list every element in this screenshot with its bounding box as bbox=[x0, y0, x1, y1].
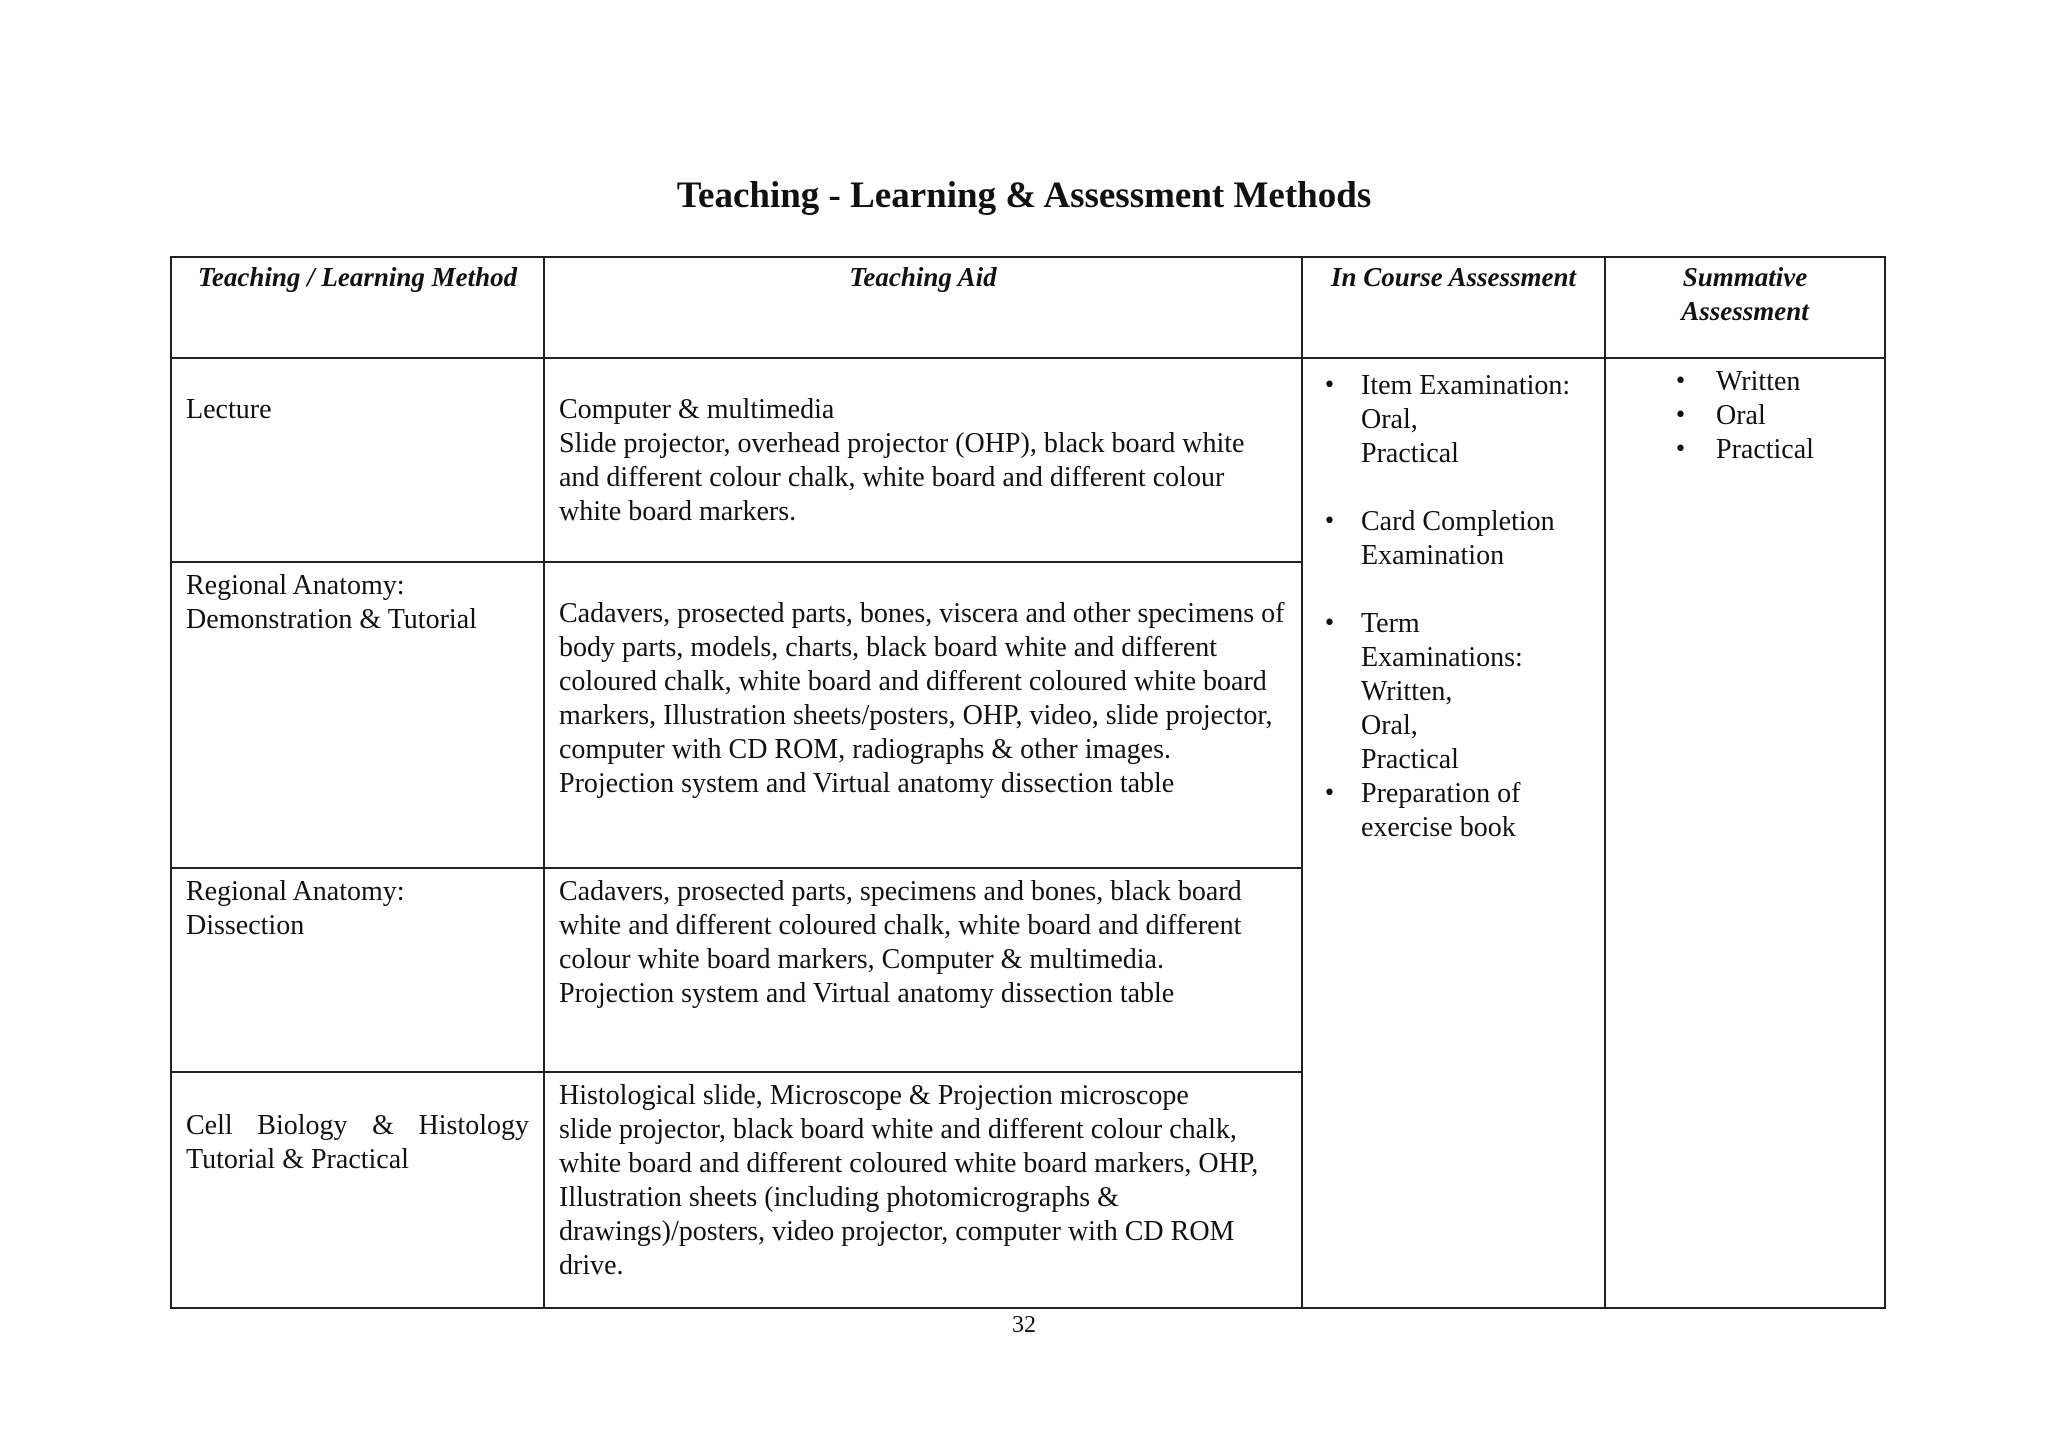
method-cell bbox=[171, 1072, 544, 1308]
summative-assessment-cell bbox=[1605, 358, 1885, 1308]
table-header-row bbox=[171, 257, 1885, 358]
aid-cell bbox=[544, 358, 1302, 562]
header-method: Teaching / Learning Method bbox=[171, 257, 544, 358]
method-demonstration: Regional Anatomy: Demonstration & Tutorial bbox=[186, 570, 477, 635]
list-item: • Card Completion Examination bbox=[1317, 505, 1590, 573]
method-dissection: Regional Anatomy: Dissection bbox=[186, 876, 405, 941]
method-cell-biology: Cell Biology & Histology Tutorial & Practical bbox=[186, 1110, 529, 1175]
method-cell bbox=[171, 562, 544, 868]
list-item: • Item Examination: Oral, Practical bbox=[1317, 369, 1590, 471]
list-item: • Oral bbox=[1620, 399, 1870, 433]
page-number: 32 bbox=[1012, 1312, 1036, 1338]
method-cell bbox=[171, 358, 544, 562]
aid-cell bbox=[544, 1072, 1302, 1308]
aid-cell bbox=[544, 868, 1302, 1072]
header-in-course-assessment: In Course Assessment bbox=[1302, 257, 1605, 358]
summative-assessment-list bbox=[1620, 365, 1870, 467]
in-course-assessment-cell bbox=[1302, 358, 1605, 1308]
list-item: • Practical bbox=[1620, 433, 1870, 467]
in-course-assessment-list bbox=[1317, 369, 1590, 845]
aid-lecture: Computer & multimedia Slide projector, overhead projector (OHP), black board white and different colour chalk, white board and different colour white board markers. bbox=[559, 394, 1245, 527]
list-item: • Term Examinations: Written, Oral, Practical bbox=[1317, 607, 1590, 777]
header-summative-assessment: Summative Assessment bbox=[1605, 257, 1885, 358]
aid-cell bbox=[544, 562, 1302, 868]
page-title: Teaching - Learning & Assessment Methods bbox=[676, 175, 1372, 216]
aid-cell-biology: Histological slide, Microscope & Projection microscope slide projector, black board white and different colour chalk, white board and different coloured white board markers, OHP, Illustration sheets (including photomicrographs & drawings)/posters, video projector, computer with CD ROM drive. bbox=[559, 1080, 1259, 1281]
method-lecture: Lecture bbox=[186, 394, 272, 425]
aid-demonstration: Cadavers, prosected parts, bones, viscera and other specimens of body parts, models, charts, black board white and different coloured chalk, white board and different coloured white board markers, Illustration sheets/posters, OHP, video, slide projector, computer with CD ROM, radiographs & other images. Projection system and Virtual anatomy dissection table bbox=[559, 598, 1285, 799]
aid-dissection: Cadavers, prosected parts, specimens and bones, black board white and different coloured chalk, white board and different colour white board markers, Computer & multimedia. Projection system and Virtual anatomy dissection table bbox=[559, 876, 1242, 1009]
list-item: • Written bbox=[1620, 365, 1870, 399]
table-row bbox=[171, 358, 1885, 562]
method-cell bbox=[171, 868, 544, 1072]
methods-table bbox=[170, 256, 1886, 1309]
list-item: • Preparation of exercise book bbox=[1317, 777, 1590, 845]
header-teaching-aid: Teaching Aid bbox=[544, 257, 1302, 358]
